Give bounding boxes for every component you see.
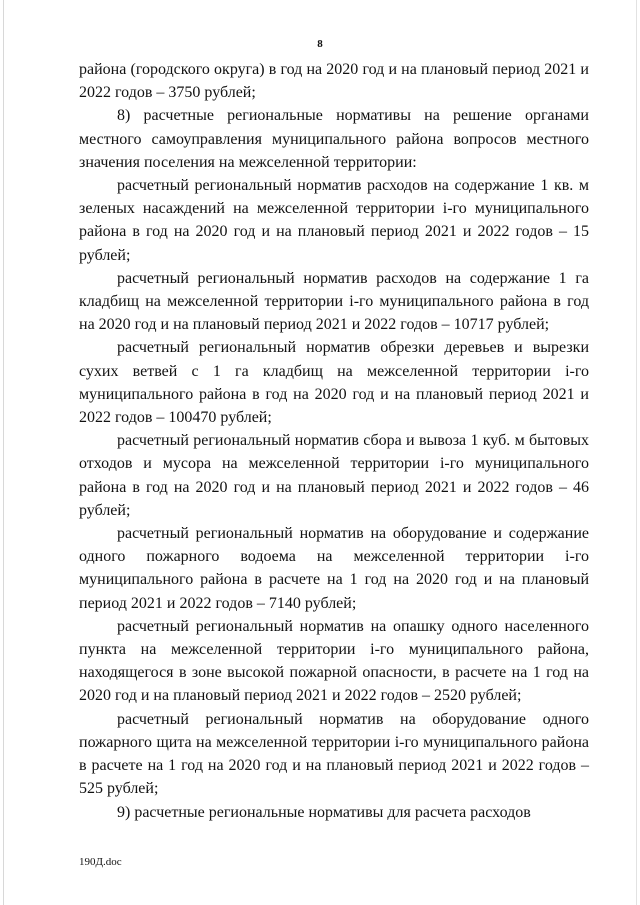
paragraph-fire-reservoir: расчетный региональный норматив на оборудование и содержание одного пожарного водоема на межселенной территории i-го муниципального района в расчете на 1 год на 2020 год и на плановый период 2021 и 2022 годов – 7140 рублей; <box>79 525 589 612</box>
scan-edge-right <box>636 0 637 905</box>
paragraph-fire-board: расчетный региональный норматив на оборудование одного пожарного щита на межселенной территории i-го муниципального района в расчете на 1 год на 2020 год и на плановый период 2021 и 2022 годов – 525 рублей; <box>79 710 589 798</box>
page-number: 8 <box>317 38 323 50</box>
paragraph-item-8: 8) расчетные региональные нормативы на решение органами местного самоуправления муниципального района вопросов местного значения поселения на межселенной территории: <box>79 107 589 171</box>
paragraph-green-spaces: расчетный региональный норматив расходов на содержание 1 кв. м зеленых насаждений на межселенной территории i-го муниципального района в год на 2020 год и на плановый период 2021 и 2022 годов – 15 рублей; <box>79 177 589 264</box>
paragraph-cemetery-maintenance: расчетный региональный норматив расходов на содержание 1 га кладбищ на межселенной территории i-го муниципального района в год на 2020 год и на плановый период 2021 и 2022 годов – 10717 рублей; <box>79 269 589 334</box>
footer-filename: 190Д.doc <box>79 856 122 868</box>
paragraph-item-9: 9) расчетные региональные нормативы для расчета расходов <box>117 803 531 821</box>
scan-edge-left <box>3 0 4 905</box>
body-text <box>79 58 589 824</box>
paragraph-plowing: расчетный региональный норматив на опашку одного населенного пункта на межселенной территории i-го муниципального района, находящегося в зоне высокой пожарной опасности, в расчете на 1 год на 2020 год и на плановый период 2021 и 2022 годов – 2520 рублей; <box>79 617 589 705</box>
paragraph-tree-pruning: расчетный региональный норматив обрезки деревьев и вырезки сухих ветвей с 1 га кладбищ на межселенной территории i-го муниципального района в год на 2020 год и на плановый период 2021 и 2022 годов – 100470 рублей; <box>79 339 589 427</box>
paragraph-waste-removal: расчетный региональный норматив сбора и вывоза 1 куб. м бытовых отходов и мусора на межселенной территории i-го муниципального района в год на 2020 год и на плановый период 2021 и 2022 годов – 46 рублей; <box>79 432 589 519</box>
paragraph-continuation: района (городского округа) в год на 2020 год и на плановый период 2021 и 2022 годов – 3750 рублей; <box>79 61 589 102</box>
